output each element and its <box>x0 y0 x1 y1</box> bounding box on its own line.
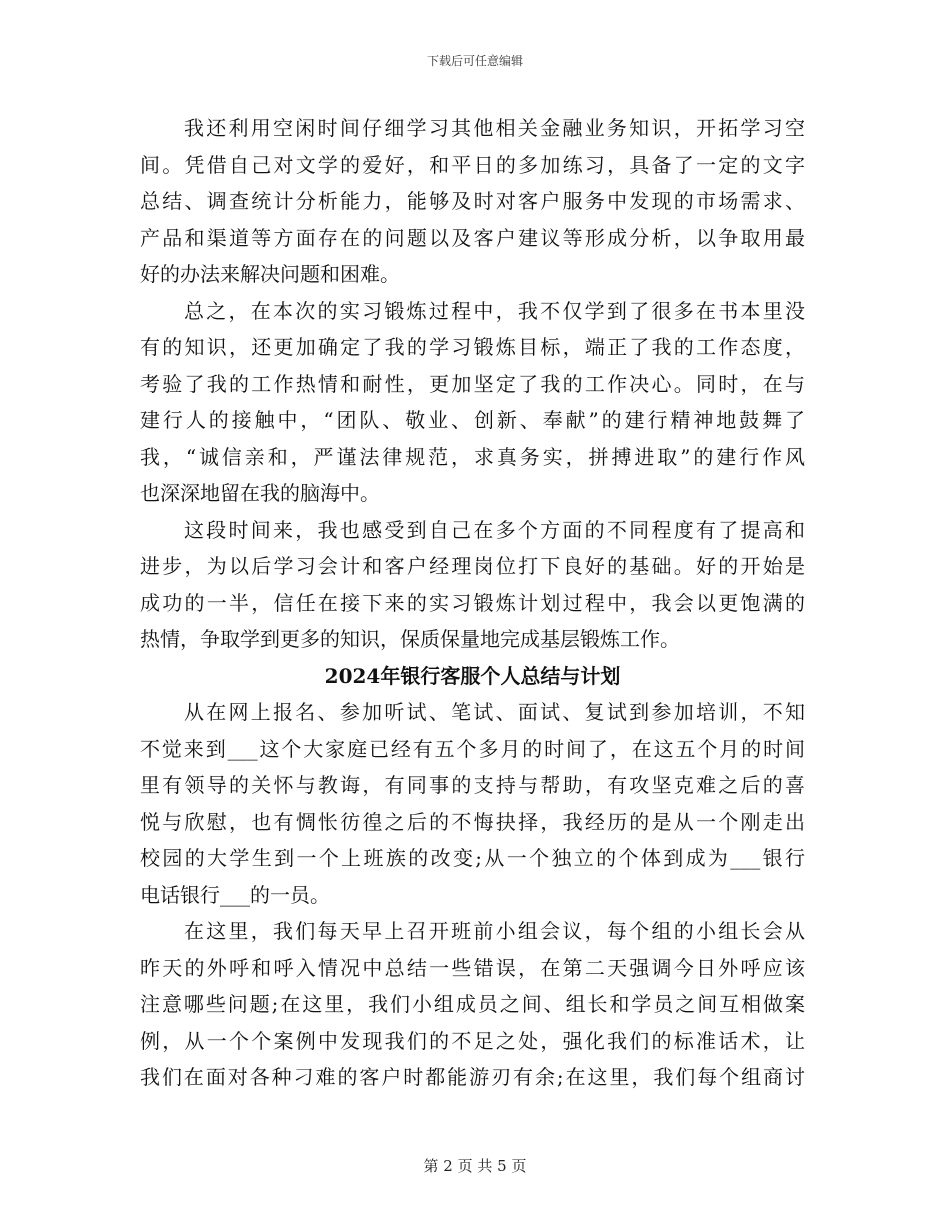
text-line: 也深深地留在我的脑海中。 <box>140 481 380 505</box>
text-line: 昨天的外呼和呼入情况中总结一些错误，在第二天强调今日外呼应该 <box>140 955 805 980</box>
text-line: 考验了我的工作热情和耐性，更加坚定了我的工作决心。同时，在与 <box>140 371 805 396</box>
text-line: 电话银行___的一员。 <box>140 882 330 907</box>
text-line: 好的办法来解决问题和困难。 <box>140 262 400 286</box>
text-line: 产品和渠道等方面存在的问题以及客户建议等形成分析，以争取用最 <box>140 225 805 250</box>
text-line: 校园的大学生到一个上班族的改变;从一个独立的个体到成为___银行 <box>140 846 805 870</box>
text-line: 间。凭借自己对文学的爱好，和平日的多加练习，具备了一定的文字 <box>140 152 805 177</box>
text-line: 总结、调查统计分析能力，能够及时对客户服务中发现的市场需求、 <box>140 189 805 213</box>
text-line: 总之，在本次的实习锻炼过程中，我不仅学到了很多在书本里没 <box>184 298 805 323</box>
text-line: 注意哪些问题;在这里，我们小组成员之间、组长和学员之间互相做案 <box>140 992 805 1016</box>
text-line: 从在网上报名、参加听试、笔试、面试、复试到参加培训，不知 <box>184 700 805 724</box>
section-title: 2024年银行客服个人总结与计划 <box>324 663 621 688</box>
text-line: 热情，争取学到更多的知识，保质保量地完成基层锻炼工作。 <box>140 627 680 651</box>
text-line: 我们在面对各种刁难的客户时都能游刃有余;在这里，我们每个组商讨 <box>140 1065 805 1089</box>
page-header: 下载后可任意编辑 <box>426 54 523 68</box>
text-line: 这段时间来，我也感受到自己在多个方面的不同程度有了提高和 <box>184 517 805 542</box>
page-footer: 第 2 页 共 5 页 <box>423 1157 527 1175</box>
text-line: 建行人的接触中，“团队、敬业、创新、奉献”的建行精神地鼓舞了 <box>140 408 805 432</box>
text-line: 里有领导的关怀与教诲，有同事的支持与帮助，有攻坚克难之后的喜 <box>140 773 805 797</box>
document-body <box>140 110 805 1096</box>
text-line: 成功的一半，信任在接下来的实习锻炼计划过程中，我会以更饱满的 <box>140 590 805 615</box>
text-line: 有的知识，还更加确定了我的学习锻炼目标，端正了我的工作态度， <box>140 335 805 359</box>
text-line: 在这里，我们每天早上召开班前小组会议，每个组的小组长会从 <box>184 919 805 943</box>
text-line: 我还利用空闲时间仔细学习其他相关金融业务知识，开拓学习空 <box>184 116 805 140</box>
text-line: 悦与欣慰，也有惆怅彷徨之后的不悔抉择，我经历的是从一个刚走出 <box>140 809 805 834</box>
text-line: 进步，为以后学习会计和客户经理岗位打下良好的基础。好的开始是 <box>140 554 805 578</box>
text-line: 我，“诚信亲和，严谨法律规范，求真务实，拼搏进取”的建行作风 <box>140 444 805 469</box>
text-line: 不觉来到___这个大家庭已经有五个多月的时间了，在这五个月的时间 <box>140 736 805 761</box>
text-line: 例，从一个个案例中发现我们的不足之处，强化我们的标准话术，让 <box>140 1028 805 1053</box>
